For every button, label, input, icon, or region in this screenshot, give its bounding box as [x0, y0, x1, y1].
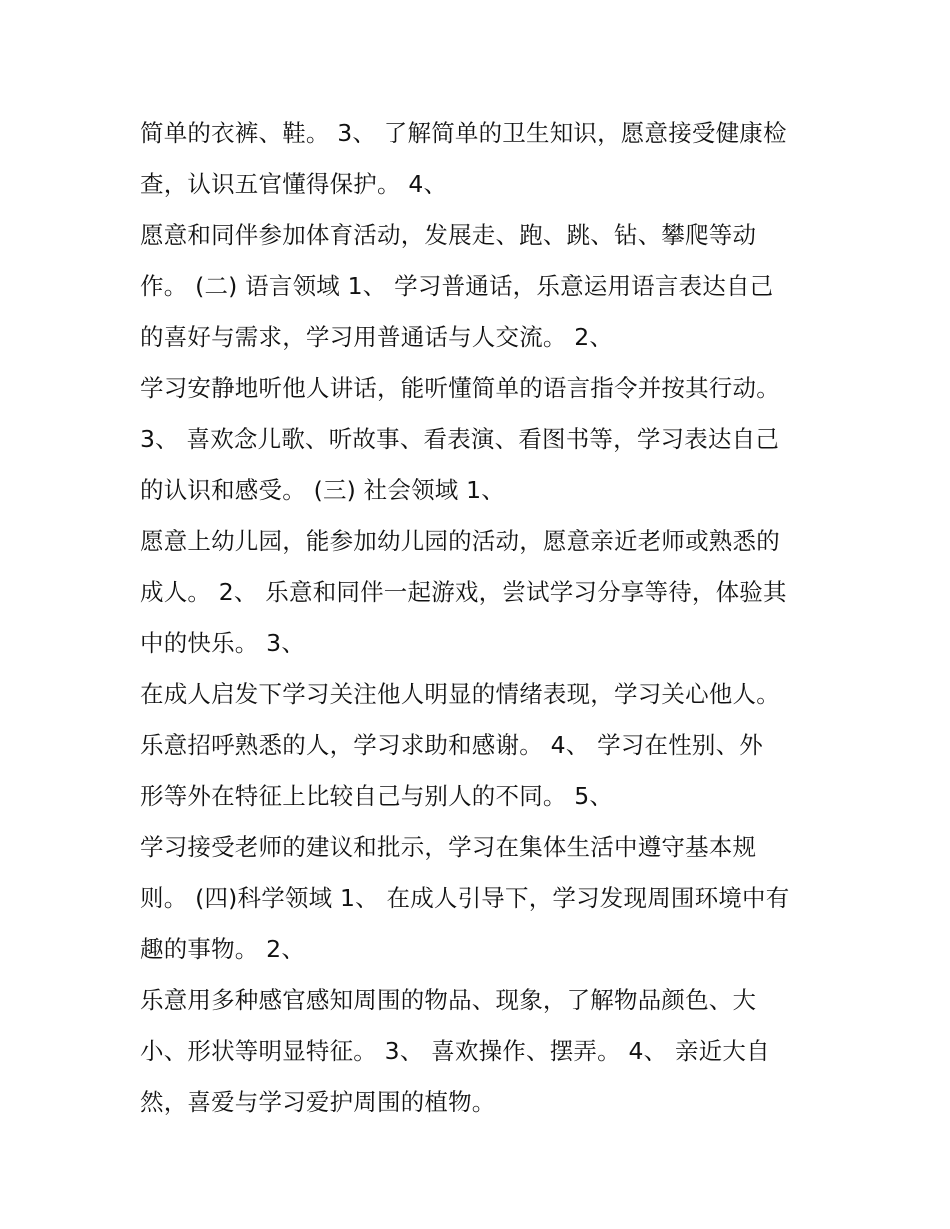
text-line: 3、 喜欢念儿歌、听故事、看表演、看图书等，学习表达自己: [140, 425, 780, 453]
text-line: 学习安静地听他人讲话，能听懂简单的语言指令并按其行动。: [140, 374, 780, 402]
text-line: 愿意和同伴参加体育活动，发展走、跑、跳、钻、攀爬等动: [140, 221, 757, 249]
text-line: 小、形状等明显特征。 3、 喜欢操作、摆弄。 4、 亲近大自: [140, 1037, 770, 1065]
text-line: 学习接受老师的建议和批示，学习在集体生活中遵守基本规: [140, 833, 757, 861]
text-line: 愿意上幼儿园，能参加幼儿园的活动，愿意亲近老师或熟悉的: [140, 527, 780, 555]
text-line: 乐意用多种感官感知周围的物品、现象，了解物品颜色、大: [140, 986, 757, 1014]
text-line: 作。 (二) 语言领域 1、 学习普通话，乐意运用语言表达自己: [140, 272, 774, 300]
text-line: 简单的衣裤、鞋。 3、 了解简单的卫生知识，愿意接受健康检: [140, 119, 787, 147]
text-line: 然，喜爱与学习爱护周围的植物。: [140, 1088, 496, 1116]
text-line: 中的快乐。 3、: [140, 629, 306, 657]
text-line: 则。 (四)科学领域 1、 在成人引导下，学习发现周围环境中有: [140, 884, 790, 912]
body-text: [140, 108, 830, 1128]
text-line: 的认识和感受。 (三) 社会领域 1、: [140, 476, 505, 504]
text-line: 的喜好与需求，学习用普通话与人交流。 2、: [140, 323, 614, 351]
text-line: 趣的事物。 2、: [140, 935, 306, 963]
text-line: 在成人启发下学习关注他人明显的情绪表现，学习关心他人。: [140, 680, 780, 708]
text-line: 成人。 2、 乐意和同伴一起游戏，尝试学习分享等待，体验其: [140, 578, 787, 606]
text-line: 乐意招呼熟悉的人，学习求助和感谢。 4、 学习在性别、外: [140, 731, 763, 759]
text-line: 查，认识五官懂得保护。 4、: [140, 170, 448, 198]
text-line: 形等外在特征上比较自己与别人的不同。 5、: [140, 782, 614, 810]
